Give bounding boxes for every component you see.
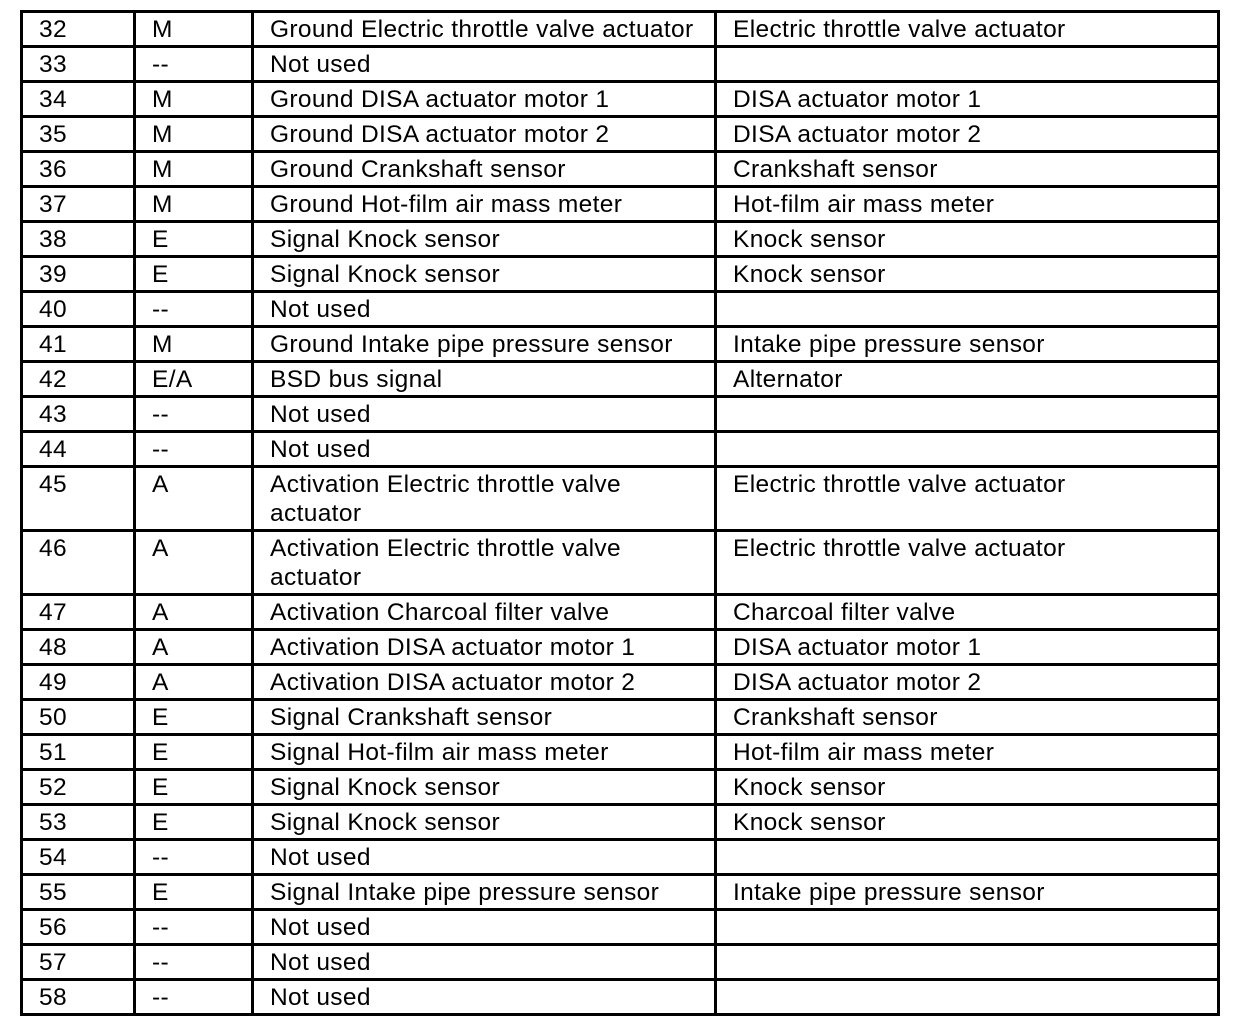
pin-cell: 56 [22, 910, 135, 945]
component-cell: Knock sensor [716, 257, 1219, 292]
description-cell: Not used [253, 397, 716, 432]
component-cell: Electric throttle valve actuator [716, 12, 1219, 47]
pin-cell: 39 [22, 257, 135, 292]
type-cell: -- [135, 292, 253, 327]
component-cell: Hot-film air mass meter [716, 187, 1219, 222]
pin-cell: 38 [22, 222, 135, 257]
description-cell: Activation DISA actuator motor 1 [253, 630, 716, 665]
component-cell [716, 910, 1219, 945]
component-cell: Knock sensor [716, 770, 1219, 805]
table-row [22, 117, 1219, 152]
pin-cell: 52 [22, 770, 135, 805]
description-cell: Signal Knock sensor [253, 805, 716, 840]
pin-cell: 43 [22, 397, 135, 432]
type-cell: -- [135, 945, 253, 980]
type-cell: -- [135, 47, 253, 82]
type-cell: E [135, 735, 253, 770]
description-cell: Ground DISA actuator motor 1 [253, 82, 716, 117]
component-cell: Intake pipe pressure sensor [716, 875, 1219, 910]
pin-cell: 46 [22, 531, 135, 595]
description-cell: BSD bus signal [253, 362, 716, 397]
type-cell: M [135, 12, 253, 47]
type-cell: -- [135, 980, 253, 1015]
table-row [22, 362, 1219, 397]
type-cell: E [135, 700, 253, 735]
table-row [22, 945, 1219, 980]
type-cell: A [135, 595, 253, 630]
pin-cell: 58 [22, 980, 135, 1015]
pin-cell: 50 [22, 700, 135, 735]
table-row [22, 397, 1219, 432]
component-cell [716, 47, 1219, 82]
type-cell: E [135, 770, 253, 805]
table-row [22, 910, 1219, 945]
description-cell: Ground Intake pipe pressure sensor [253, 327, 716, 362]
pin-cell: 41 [22, 327, 135, 362]
type-cell: -- [135, 840, 253, 875]
component-cell: Knock sensor [716, 805, 1219, 840]
component-cell: Intake pipe pressure sensor [716, 327, 1219, 362]
component-cell: Electric throttle valve actuator [716, 531, 1219, 595]
description-cell: Signal Knock sensor [253, 770, 716, 805]
component-cell: Crankshaft sensor [716, 152, 1219, 187]
component-cell [716, 945, 1219, 980]
table-row [22, 531, 1219, 595]
pin-cell: 51 [22, 735, 135, 770]
type-cell: E [135, 805, 253, 840]
description-cell: Not used [253, 47, 716, 82]
table-row [22, 47, 1219, 82]
description-cell: Not used [253, 910, 716, 945]
type-cell: M [135, 152, 253, 187]
type-cell: M [135, 117, 253, 152]
pin-cell: 32 [22, 12, 135, 47]
type-cell: A [135, 665, 253, 700]
description-cell: Not used [253, 292, 716, 327]
description-cell: Activation Electric throttle valve actuator [253, 467, 716, 531]
table-row [22, 152, 1219, 187]
table-row [22, 432, 1219, 467]
type-cell: -- [135, 432, 253, 467]
type-cell: E [135, 875, 253, 910]
component-cell: Crankshaft sensor [716, 700, 1219, 735]
type-cell: A [135, 531, 253, 595]
type-cell: E/A [135, 362, 253, 397]
description-cell: Ground DISA actuator motor 2 [253, 117, 716, 152]
description-cell: Signal Hot-film air mass meter [253, 735, 716, 770]
description-cell: Not used [253, 840, 716, 875]
component-cell: DISA actuator motor 1 [716, 630, 1219, 665]
description-cell: Activation Electric throttle valve actuator [253, 531, 716, 595]
pin-cell: 45 [22, 467, 135, 531]
component-cell [716, 292, 1219, 327]
type-cell: M [135, 82, 253, 117]
table-row [22, 875, 1219, 910]
pin-cell: 47 [22, 595, 135, 630]
description-cell: Ground Hot-film air mass meter [253, 187, 716, 222]
type-cell: E [135, 222, 253, 257]
table-row [22, 665, 1219, 700]
component-cell [716, 840, 1219, 875]
pin-assignment-table [20, 10, 1220, 1016]
component-cell [716, 432, 1219, 467]
type-cell: -- [135, 910, 253, 945]
table-body [22, 12, 1219, 1015]
description-cell: Not used [253, 432, 716, 467]
type-cell: M [135, 327, 253, 362]
pin-cell: 37 [22, 187, 135, 222]
type-cell: A [135, 630, 253, 665]
description-cell: Signal Crankshaft sensor [253, 700, 716, 735]
description-cell: Ground Crankshaft sensor [253, 152, 716, 187]
type-cell: E [135, 257, 253, 292]
table-row [22, 187, 1219, 222]
component-cell: Electric throttle valve actuator [716, 467, 1219, 531]
table-row [22, 735, 1219, 770]
component-cell: Alternator [716, 362, 1219, 397]
component-cell: Charcoal filter valve [716, 595, 1219, 630]
component-cell [716, 980, 1219, 1015]
pin-cell: 42 [22, 362, 135, 397]
table-row [22, 222, 1219, 257]
table-row [22, 595, 1219, 630]
pin-cell: 48 [22, 630, 135, 665]
pin-cell: 55 [22, 875, 135, 910]
description-cell: Signal Knock sensor [253, 222, 716, 257]
table-row [22, 82, 1219, 117]
description-cell: Signal Knock sensor [253, 257, 716, 292]
table-row [22, 700, 1219, 735]
type-cell: M [135, 187, 253, 222]
table-row [22, 980, 1219, 1015]
table-row [22, 805, 1219, 840]
pin-cell: 44 [22, 432, 135, 467]
table-row [22, 770, 1219, 805]
table-row [22, 327, 1219, 362]
description-cell: Activation Charcoal filter valve [253, 595, 716, 630]
description-cell: Not used [253, 945, 716, 980]
pin-cell: 36 [22, 152, 135, 187]
table-row [22, 12, 1219, 47]
type-cell: -- [135, 397, 253, 432]
pin-cell: 33 [22, 47, 135, 82]
description-cell: Not used [253, 980, 716, 1015]
description-cell: Activation DISA actuator motor 2 [253, 665, 716, 700]
pin-cell: 54 [22, 840, 135, 875]
table-row [22, 840, 1219, 875]
description-cell: Signal Intake pipe pressure sensor [253, 875, 716, 910]
pin-cell: 57 [22, 945, 135, 980]
pin-cell: 53 [22, 805, 135, 840]
component-cell [716, 397, 1219, 432]
component-cell: DISA actuator motor 2 [716, 665, 1219, 700]
table-row [22, 630, 1219, 665]
pin-cell: 40 [22, 292, 135, 327]
pin-cell: 49 [22, 665, 135, 700]
table-row [22, 257, 1219, 292]
component-cell: DISA actuator motor 2 [716, 117, 1219, 152]
table-row [22, 467, 1219, 531]
component-cell: Knock sensor [716, 222, 1219, 257]
component-cell: Hot-film air mass meter [716, 735, 1219, 770]
type-cell: A [135, 467, 253, 531]
table-row [22, 292, 1219, 327]
pin-cell: 35 [22, 117, 135, 152]
component-cell: DISA actuator motor 1 [716, 82, 1219, 117]
description-cell: Ground Electric throttle valve actuator [253, 12, 716, 47]
pin-cell: 34 [22, 82, 135, 117]
